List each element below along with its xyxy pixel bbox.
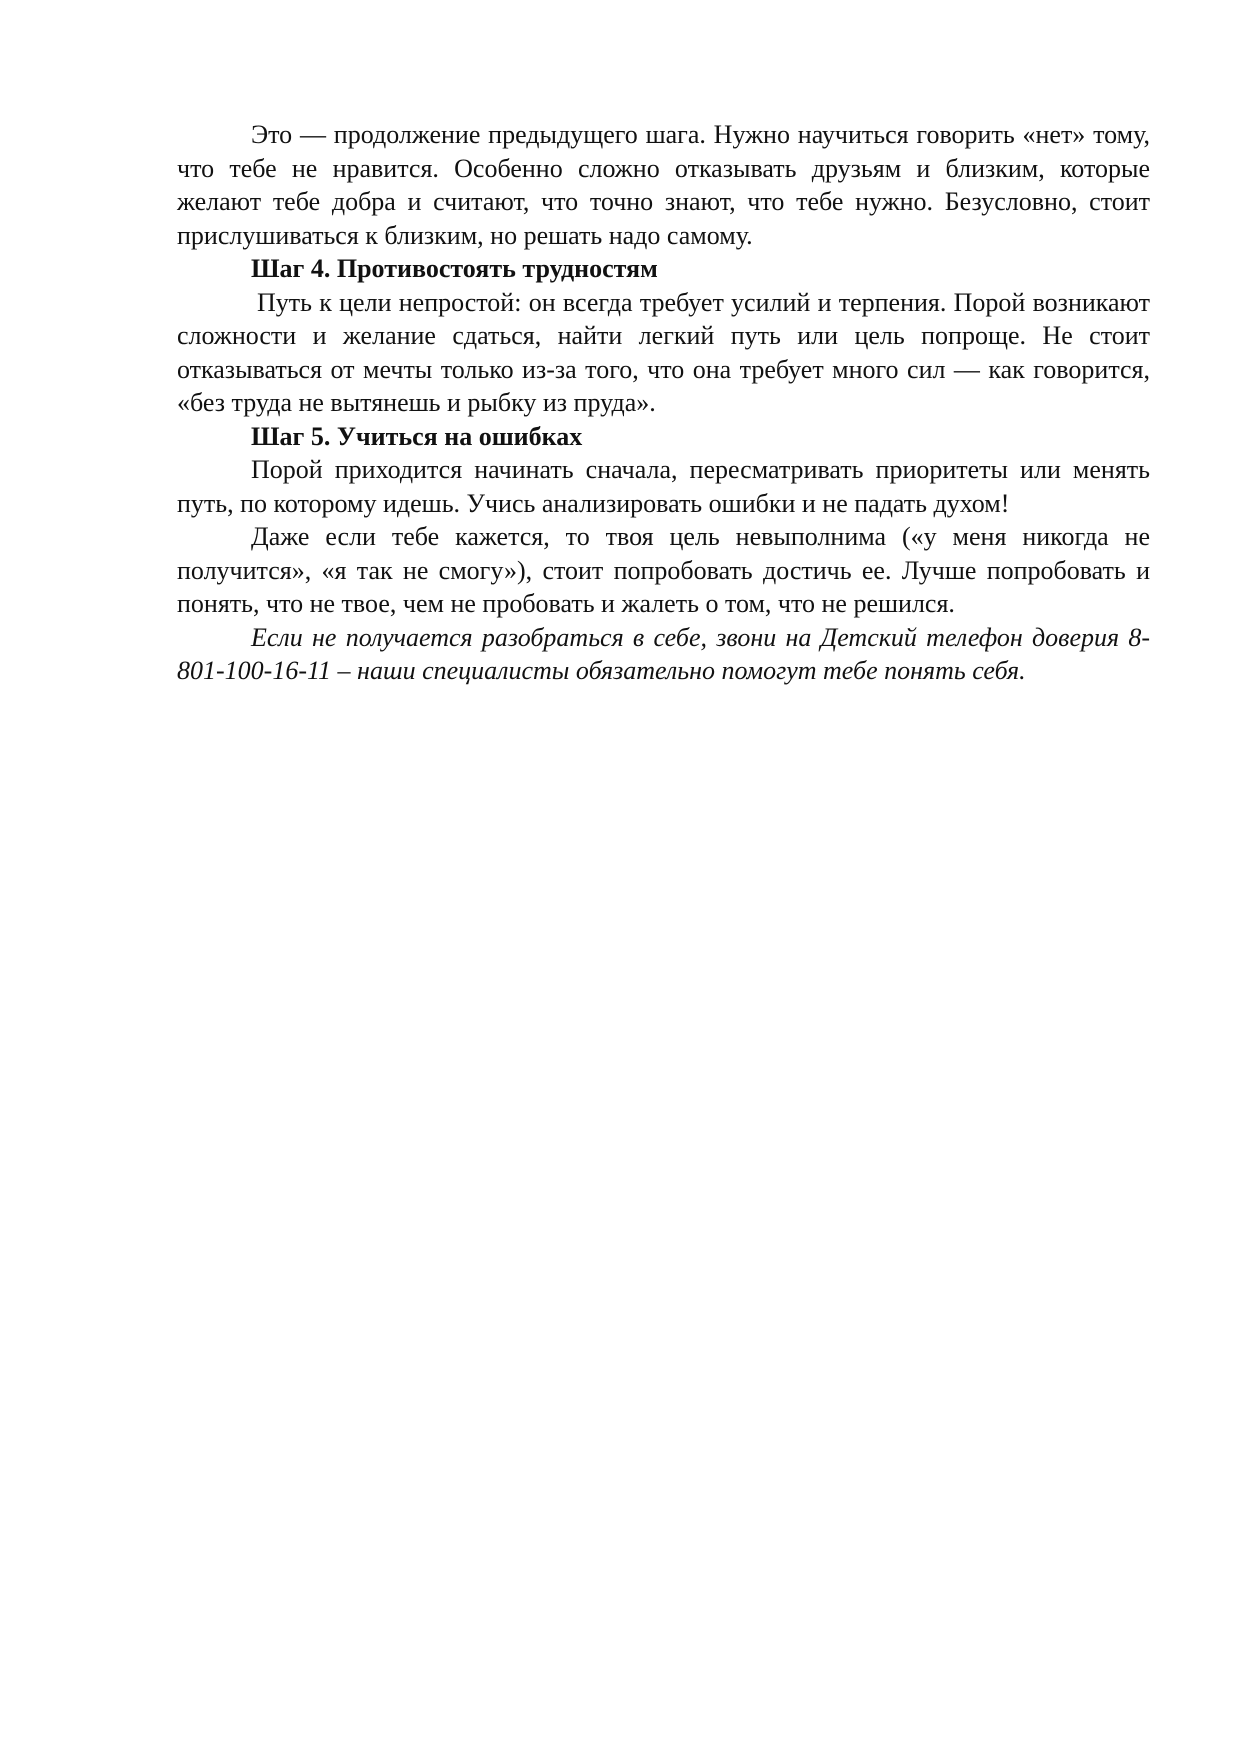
heading-step-4: Шаг 4. Противостоять трудностям — [251, 254, 658, 283]
paragraph-learn-from-mistakes: Порой приходится начинать сначала, пересматривать приоритеты или менять путь, по которому идешь. Учись анализировать ошибки и не падать духом! — [177, 455, 1150, 518]
paragraph-helpline: Если не получается разобраться в себе, звони на Детский телефон доверия 8-801-100-16-11 – наши специалисты обязательно помогут тебе понять себя. — [177, 622, 1150, 685]
paragraph-saying-no: Это — продолжение предыдущего шага. Нужно научиться говорить «нет» тому, что тебе не нравится. Особенно сложно отказывать друзьям и близким, которые желают тебе добра и считают, что точно знают, что тебе нужно. Безусловно, стоит прислушиваться к близким, но решать надо самому. — [177, 120, 1150, 250]
document-body — [177, 118, 1150, 688]
paragraph-overcome-difficulties: Путь к цели непростой: он всегда требует усилий и терпения. Порой возникают сложности и желание сдаться, найти легкий путь или цель попроще. Не стоит отказываться от мечты только из-за того, что она требует много сил — как говорится, «без труда не вытянешь и рыбку из пруда». — [177, 287, 1150, 417]
heading-step-5: Шаг 5. Учиться на ошибках — [251, 421, 583, 451]
paragraph-try-anyway: Даже если тебе кажется, то твоя цель невыполнима («у меня никогда не получится», «я так не смогу»), стоит попробовать достичь ее. Лучше попробовать и понять, что не твое, чем не пробовать и жалеть о том, что не решился. — [177, 522, 1150, 618]
